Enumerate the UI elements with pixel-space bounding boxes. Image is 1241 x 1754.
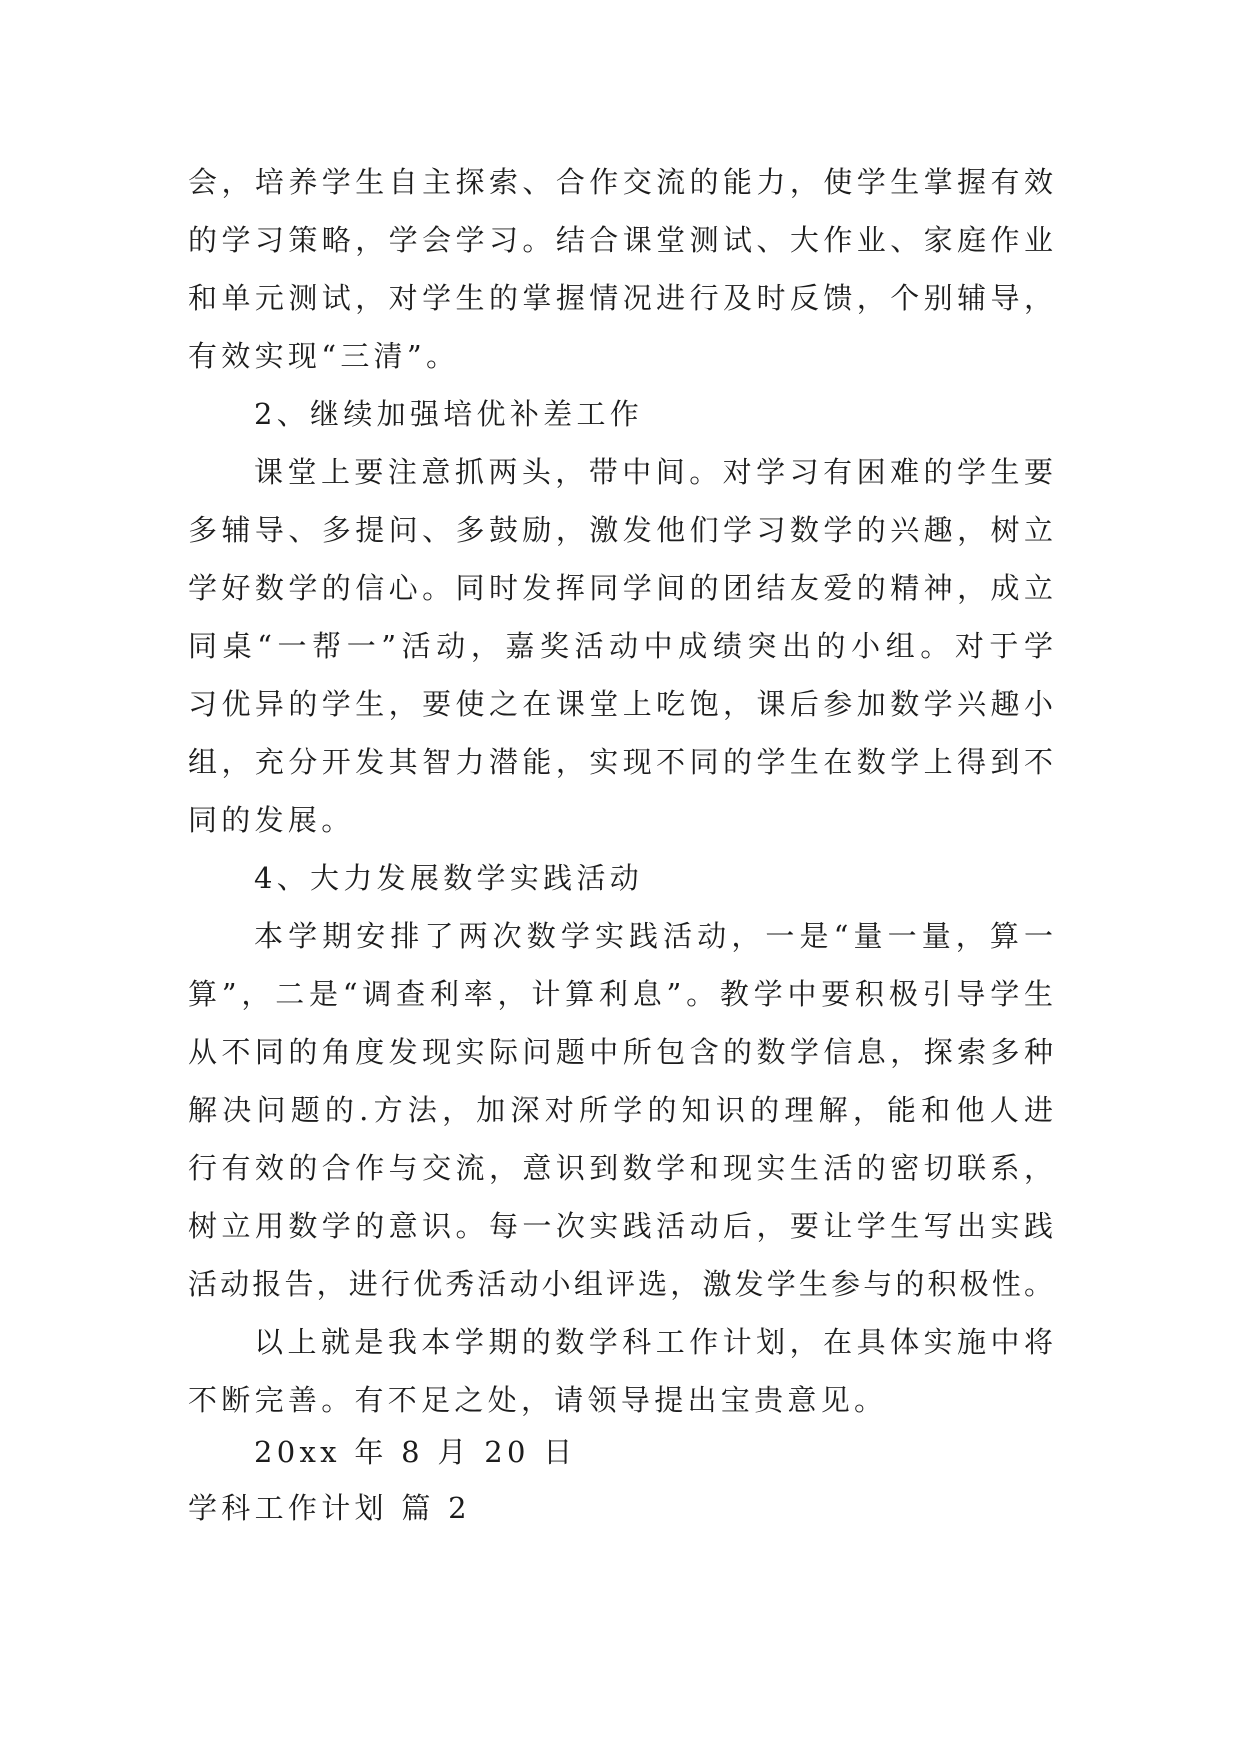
paragraph-line: 行有效的合作与交流，意识到数学和现实生活的密切联系， [188, 1151, 1053, 1185]
paragraph-line: 习优异的学生，要使之在课堂上吃饱，课后参加数学兴趣小 [188, 687, 1053, 721]
paragraph-line: 课堂上要注意抓两头，带中间。对学习有困难的学生要 [254, 455, 1053, 489]
paragraph-line: 以上就是我本学期的数学科工作计划，在具体实施中将 [254, 1325, 1053, 1359]
paragraph-line: 的学习策略，学会学习。结合课堂测试、大作业、家庭作业 [188, 223, 1053, 257]
paragraph-line: 解决问题的.方法，加深对所学的知识的理解，能和他人进 [188, 1093, 1053, 1127]
paragraph-line: 有效实现“三清”。 [188, 339, 460, 373]
paragraph-line: 同的发展。 [188, 803, 355, 837]
paragraph-line: 树立用数学的意识。每一次实践活动后，要让学生写出实践 [188, 1209, 1053, 1243]
paragraph-line: 学好数学的信心。同时发挥同学间的团结友爱的精神，成立 [188, 571, 1053, 605]
document-body [188, 153, 1053, 1537]
paragraph-line: 活动报告，进行优秀活动小组评选，激发学生参与的积极性。 [188, 1267, 1053, 1301]
paragraph-line: 同桌“一帮一”活动，嘉奖活动中成绩突出的小组。对于学 [188, 629, 1053, 663]
paragraph-line: 算”，二是“调查利率，计算利息”。教学中要积极引导学生 [188, 977, 1053, 1011]
paragraph-line: 不断完善。有不足之处，请领导提出宝贵意见。 [188, 1383, 888, 1417]
section-title: 学科工作计划 篇 2 [188, 1491, 471, 1525]
section-heading: 2、继续加强培优补差工作 [254, 397, 644, 431]
paragraph-line: 组，充分开发其智力潜能，实现不同的学生在数学上得到不 [188, 745, 1053, 779]
section-heading: 4、大力发展数学实践活动 [254, 861, 644, 895]
paragraph-line: 本学期安排了两次数学实践活动，一是“量一量，算一 [254, 919, 1053, 953]
paragraph-line: 从不同的角度发现实际问题中所包含的数学信息，探索多种 [188, 1035, 1053, 1069]
paragraph-line: 会，培养学生自主探索、合作交流的能力，使学生掌握有效 [188, 165, 1053, 199]
paragraph-line: 多辅导、多提问、多鼓励，激发他们学习数学的兴趣，树立 [188, 513, 1053, 547]
date-line: 20xx 年 8 月 20 日 [254, 1435, 577, 1469]
paragraph-line: 和单元测试，对学生的掌握情况进行及时反馈，个别辅导， [188, 281, 1053, 315]
